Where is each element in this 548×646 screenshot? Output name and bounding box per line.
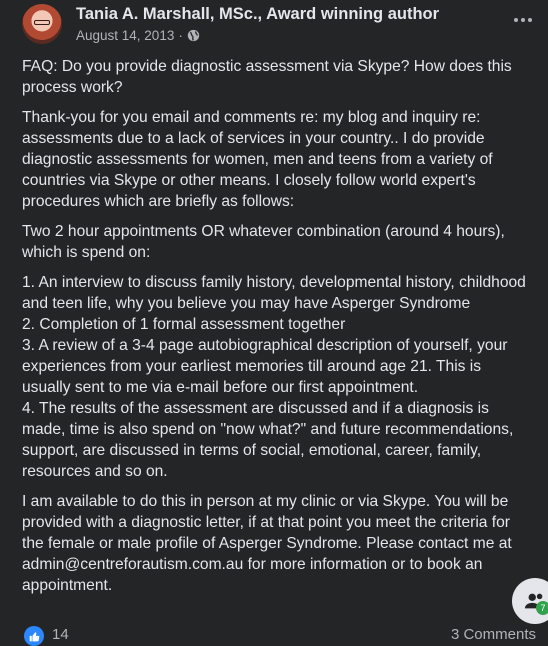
post-paragraph: FAQ: Do you provide diagnostic assessment via Skype? How does this process work?: [22, 58, 512, 96]
post-date[interactable]: August 14, 2013: [76, 28, 175, 43]
author-avatar[interactable]: [22, 4, 62, 44]
post-body: [22, 56, 532, 605]
chat-badge: 7: [536, 601, 548, 615]
author-name[interactable]: Tania A. Marshall, MSc., Award winning author: [76, 5, 440, 23]
post-meta: [76, 28, 200, 43]
globe-icon[interactable]: [187, 29, 200, 42]
post-header: [16, 2, 536, 48]
post-paragraph: 1. An interview to discuss family history, developmental history, childhood and teen life, why you believe you may have Asperger Syndrome 2. Completion of 1 formal assessment together 3. A review of a 3-4 page autobiographical description of yourself, your experiences from your earliest memories till around age 21. This is usually sent to me via e-mail before our first appointment. 4. The results of the assessment are discussed and if a diagnosis is made, time is also spend on "now what?" and future recommendations, support, are discussed in terms of social, emotional, career, family, resources and so on.: [22, 274, 526, 480]
like-icon[interactable]: [24, 626, 44, 646]
post-paragraph: I am available to do this in person at my clinic or via Skype. You will be provided with a diagnostic letter, if at that point you meet the criteria for the female or male profile of Asperger Syndrome. Please contact me at admin@centreforautism.com.au for more information or to book an appointment.: [22, 493, 512, 594]
post-footer: [0, 620, 548, 643]
meta-separator: ·: [178, 28, 183, 43]
thumbs-up-icon: [29, 631, 40, 642]
like-count[interactable]: 14: [52, 626, 69, 643]
comments-link[interactable]: 3 Comments: [450, 626, 536, 643]
post-paragraph: Two 2 hour appointments OR whatever combination (around 4 hours), which is spend on:: [22, 223, 505, 261]
post-paragraph: Thank-you for you email and comments re: my blog and inquiry re: assessments due to a lack of services in your country.. I do provide diagnostic assessments for women, men and teens from a variety of countries via Skype or other means. I closely follow world expert's procedures which are briefly as follows:: [22, 109, 493, 210]
more-options-icon[interactable]: [510, 10, 536, 30]
